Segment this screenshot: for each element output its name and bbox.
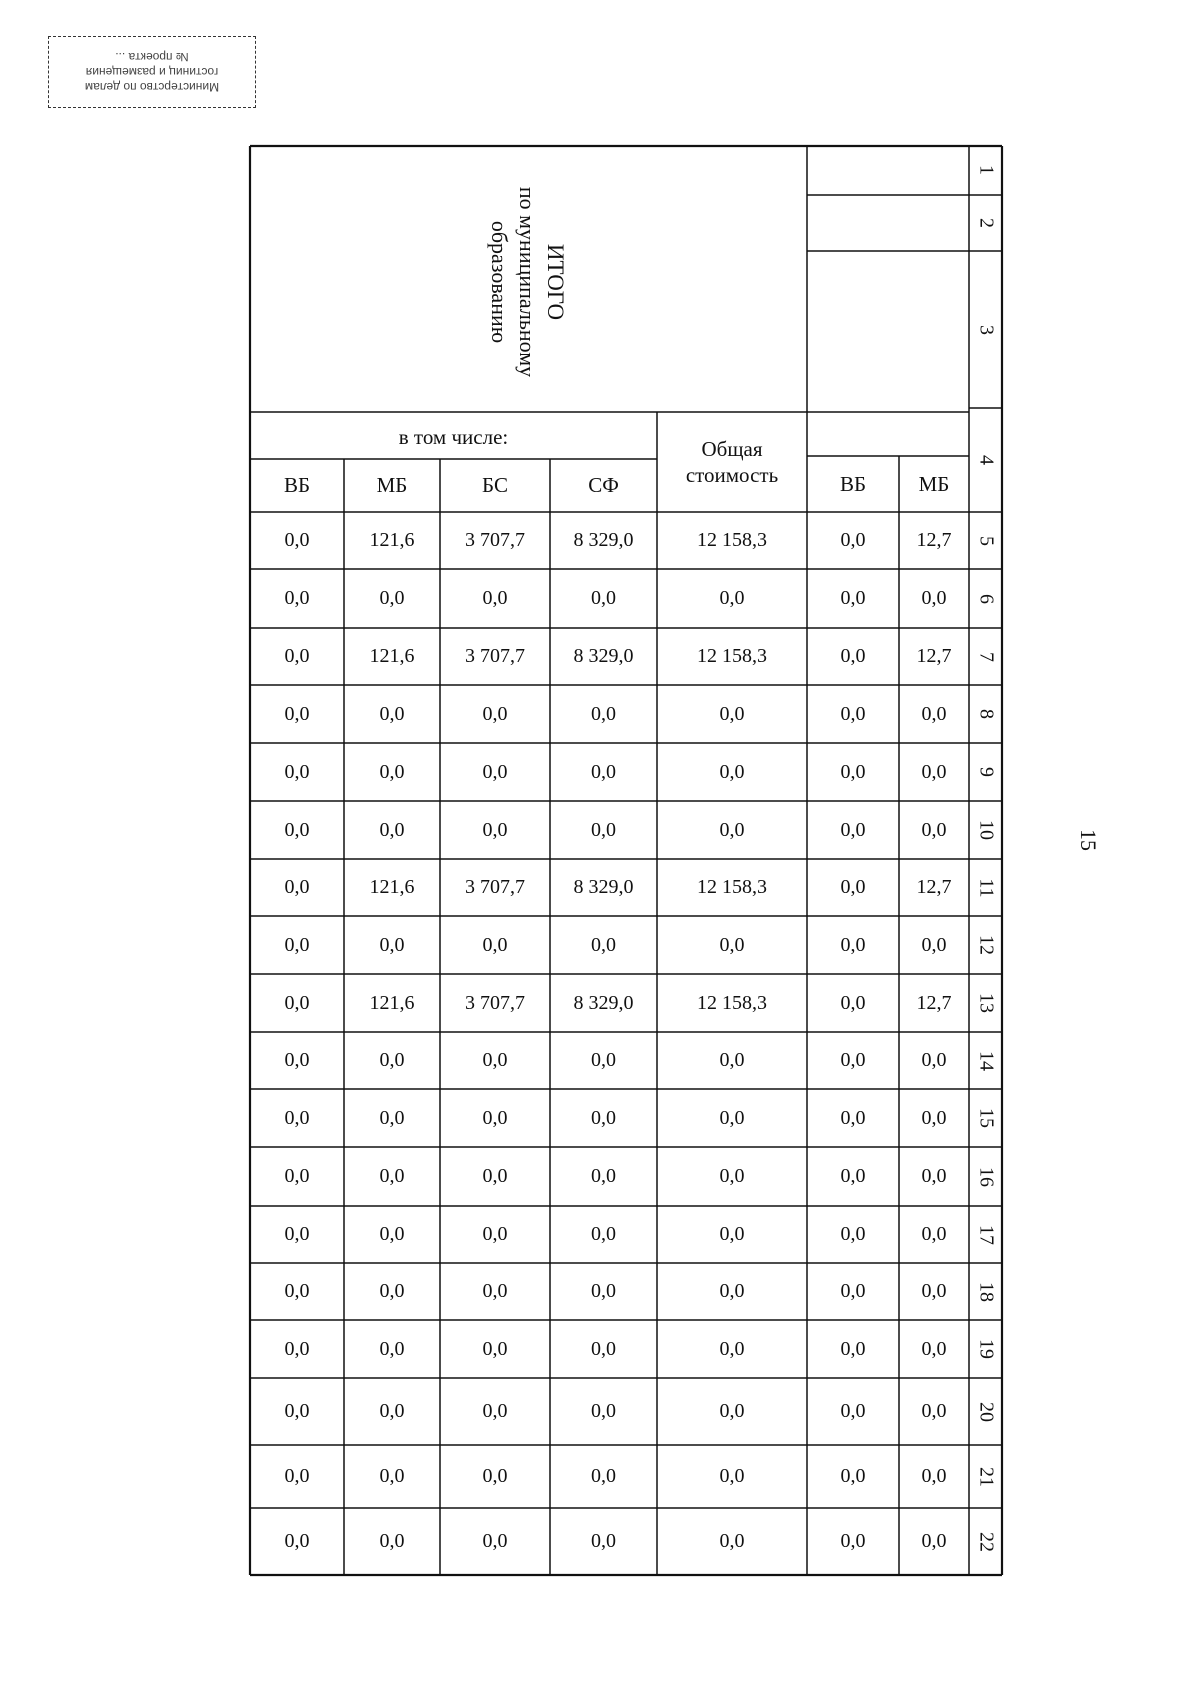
stamp-line: № проекта ... [115,50,189,65]
table-cell-mb2: 0,0 [921,760,947,783]
table-cell-sf: 0,0 [591,1530,616,1552]
table-cell-mb: 0,0 [379,1280,405,1302]
table-cell-vb2: 0,0 [840,876,866,898]
row-number-label: 7 [975,651,998,662]
table-cell-vb: 0,0 [284,760,310,783]
table-cell-mb: 0,0 [379,760,405,783]
table-cell-vb: 0,0 [284,529,310,551]
table-cell-mb2: 0,0 [921,1465,947,1487]
table-cell-sf: 0,0 [591,702,616,725]
table-cell-sf: 0,0 [591,1049,616,1071]
table-cell-bs: 3 707,7 [465,876,525,898]
row-number-label: 5 [975,535,998,546]
table-cell-sf: 0,0 [591,1106,616,1129]
table-cell-vb: 0,0 [284,818,310,841]
row-number-label: 19 [975,1339,998,1359]
table-cell-sf: 0,0 [591,1223,616,1245]
table-cell-vb: 0,0 [284,1049,310,1071]
table-cell-mb: 0,0 [379,1049,405,1071]
table-cell-mb2: 0,0 [921,1223,947,1245]
table-cell-mb2: 0,0 [921,1337,947,1360]
table-cell-total: 0,0 [719,818,745,841]
table-cell-bs: 0,0 [482,760,508,783]
row-number-label: 2 [975,218,998,228]
table-cell-sf: 0,0 [591,760,616,783]
table-cell-bs: 0,0 [482,818,508,841]
table-cell-sf: 8 329,0 [573,529,634,551]
table-cell-vb2: 0,0 [840,1400,866,1422]
row-number-label: 21 [975,1466,998,1487]
table-cell-total: 12 158,3 [697,991,767,1014]
table-cell-sf: 8 329,0 [573,645,634,667]
table-cell-mb: 0,0 [379,1400,405,1422]
row-number-label: 4 [975,455,998,465]
table-cell-vb: 0,0 [284,1530,310,1552]
table-cell-vb2: 0,0 [840,933,866,956]
row-number-label: 18 [975,1281,998,1302]
table-cell-bs: 3 707,7 [465,645,525,667]
table-cell-mb: 0,0 [379,587,405,609]
table-cell-vb2: 0,0 [840,991,866,1014]
table-cell-bs: 3 707,7 [465,529,525,551]
table-cell-sf: 0,0 [591,1337,616,1360]
table-cell-bs: 0,0 [482,1337,508,1360]
table-cell-mb2: 0,0 [921,1280,947,1302]
row-number-label: 15 [975,1108,998,1128]
header-total-line-2: стоимость [685,462,779,487]
table-cell-total: 0,0 [719,760,745,783]
table-cell-bs: 0,0 [482,1165,508,1187]
table-cell-vb: 0,0 [284,1465,310,1487]
header-vb: ВБ [283,473,311,497]
table-cell-mb2: 12,7 [916,991,952,1014]
table-cell-total: 0,0 [719,1049,745,1071]
table-cell-total: 0,0 [719,702,745,725]
table-cell-mb: 0,0 [379,1223,405,1245]
table-cell-sf: 0,0 [591,818,616,841]
table-cell-bs: 0,0 [482,1106,508,1129]
table-cell-vb: 0,0 [284,645,310,667]
title-line-2: образованию [487,220,512,344]
table-cell-total: 0,0 [719,1530,745,1552]
table-cell-mb2: 12,7 [916,645,952,667]
table-cell-mb: 121,6 [369,876,415,898]
table-cell-vb: 0,0 [284,991,310,1014]
table-cell-mb2: 0,0 [921,818,947,841]
table-cell-vb: 0,0 [284,1337,310,1360]
table-cell-vb2: 0,0 [840,1223,866,1245]
table-cell-vb: 0,0 [284,876,310,898]
table-cell-mb: 121,6 [369,645,415,667]
table-cell-vb2: 0,0 [840,1165,866,1187]
header-mb-2: МБ [918,471,950,496]
table-cell-vb2: 0,0 [840,587,866,609]
table-cell-bs: 0,0 [482,1223,508,1245]
stamp-line: Министерство по делам [84,80,220,95]
table-cell-mb: 0,0 [379,1106,405,1129]
row-number-label: 1 [975,165,998,175]
table-cell-mb2: 0,0 [921,1165,947,1187]
table-cell-bs: 0,0 [482,1400,508,1422]
table-cell-total: 12 158,3 [697,645,767,667]
table-cell-total: 0,0 [719,1165,745,1187]
table-cell-vb: 0,0 [284,587,310,609]
row-number-label: 16 [975,1166,998,1187]
table-cell-total: 0,0 [719,1223,745,1245]
table-cell-mb: 0,0 [379,702,405,725]
row-number-label: 11 [975,877,998,898]
row-number-label: 6 [975,593,998,604]
table-cell-bs: 3 707,7 [465,991,525,1014]
stamp-line: гостиниц и размещения [85,65,219,80]
table-cell-vb: 0,0 [284,1400,310,1422]
table-cell-total: 0,0 [719,1337,745,1360]
header-vb-2: ВБ [839,471,867,496]
table-cell-vb2: 0,0 [840,1106,866,1129]
title-line-1: по муниципальному [515,186,540,378]
table-cell-vb: 0,0 [284,1223,310,1245]
table-cell-total: 12 158,3 [697,529,767,551]
table-cell-total: 12 158,3 [697,876,767,898]
table-cell-bs: 0,0 [482,1530,508,1552]
table-cell-sf: 8 329,0 [573,876,634,898]
table-cell-mb: 0,0 [379,1465,405,1487]
table-cell-bs: 0,0 [482,933,508,956]
table-cell-sf: 0,0 [591,1280,616,1302]
table-cell-vb2: 0,0 [840,818,866,841]
table-cell-mb: 0,0 [379,1165,405,1187]
row-number-label: 10 [975,820,998,840]
table-cell-mb2: 0,0 [921,1530,947,1552]
table-cell-vb: 0,0 [284,933,310,956]
table-cell-vb2: 0,0 [840,1280,866,1302]
table-cell-mb: 121,6 [369,529,415,551]
table-cell-mb: 0,0 [379,1530,405,1552]
table-cell-sf: 0,0 [591,587,616,609]
table-cell-bs: 0,0 [482,1049,508,1071]
table-cell-sf: 0,0 [591,1400,616,1422]
table-cell-vb: 0,0 [284,1280,310,1302]
table-cell-mb2: 0,0 [921,587,947,609]
table-cell-vb2: 0,0 [840,1465,866,1487]
table-cell-vb2: 0,0 [840,1530,866,1552]
header-total-line-1: Общая [701,436,763,461]
table-cell-mb2: 0,0 [921,1106,947,1129]
header-sf: СФ [588,473,619,497]
table-cell-sf: 8 329,0 [573,991,634,1014]
row-number-label: 17 [975,1224,998,1245]
table-cell-vb: 0,0 [284,702,310,725]
row-number-label: 13 [975,993,998,1013]
header-mb: МБ [376,473,408,497]
row-number-label: 22 [975,1531,998,1552]
table-cell-total: 0,0 [719,1400,745,1422]
table-cell-mb: 0,0 [379,933,405,956]
row-number-label: 20 [975,1401,998,1422]
table-cell-total: 0,0 [719,933,745,956]
table-cell-vb2: 0,0 [840,529,866,551]
table-cell-total: 0,0 [719,1106,745,1129]
table-cell-sf: 0,0 [591,1165,616,1187]
table-cell-total: 0,0 [719,1465,745,1487]
row-number-label: 14 [975,1050,998,1071]
table-cell-mb: 121,6 [369,991,415,1014]
table-cell-sf: 0,0 [591,933,616,956]
table-cell-mb2: 12,7 [916,529,952,551]
table-cell-vb2: 0,0 [840,760,866,783]
table-cell-bs: 0,0 [482,1465,508,1487]
table-cell-total: 0,0 [719,1280,745,1302]
table-cell-mb2: 0,0 [921,702,947,725]
header-bs: БС [482,473,508,497]
table-cell-sf: 0,0 [591,1465,616,1487]
row-number-label: 3 [975,325,998,335]
table-cell-bs: 0,0 [482,1280,508,1302]
title-itogo: ИТОГО [543,243,568,321]
table-cell-vb2: 0,0 [840,702,866,725]
row-number-label: 8 [975,709,998,719]
table-cell-mb2: 0,0 [921,1049,947,1071]
table-cell-mb2: 12,7 [916,876,952,898]
table-cell-bs: 0,0 [482,587,508,609]
table-cell-vb: 0,0 [284,1106,310,1129]
table-cell-vb2: 0,0 [840,645,866,667]
table-cell-vb2: 0,0 [840,1049,866,1071]
table-cell-mb2: 0,0 [921,1400,947,1422]
table-cell-total: 0,0 [719,587,745,609]
table-cell-vb2: 0,0 [840,1337,866,1360]
header-total-cost [657,415,807,508]
table-cell-mb2: 0,0 [921,933,947,956]
table-cell-bs: 0,0 [482,702,508,725]
row-number-label: 12 [975,935,998,955]
row-number-label: 9 [975,767,998,777]
header-v-tom-chisle: в том числе: [398,424,509,449]
table-cell-mb: 0,0 [379,818,405,841]
table-cell-mb: 0,0 [379,1337,405,1360]
table-cell-vb: 0,0 [284,1165,310,1187]
